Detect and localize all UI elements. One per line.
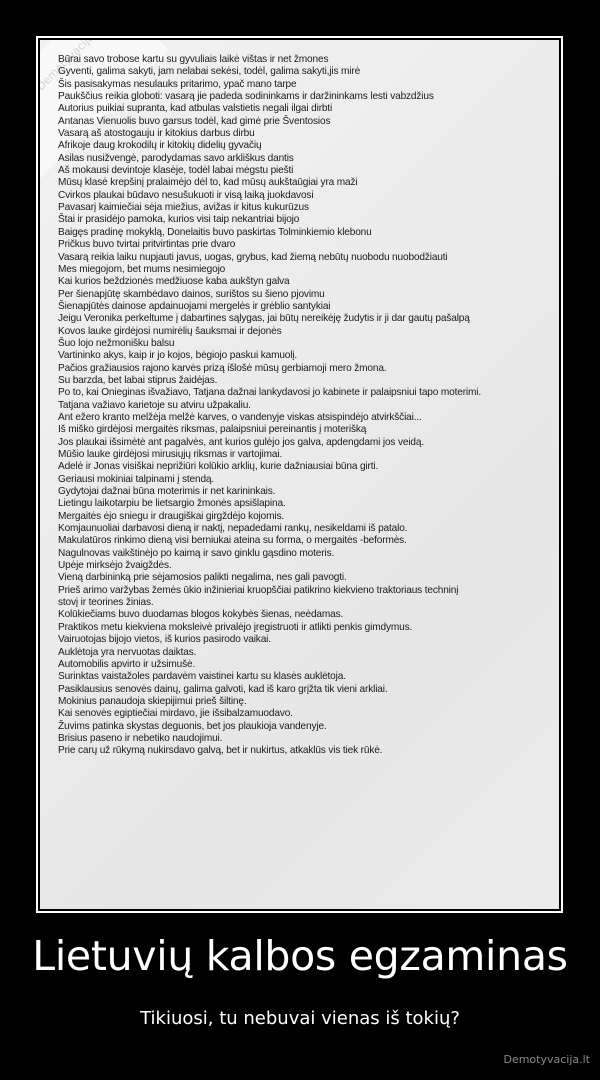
exam-line: Iš miško girdėjosi mergaitės riksmas, palaipsniui pereinantis į moterišką	[58, 424, 367, 436]
exam-line: Pasiklausius senovės dainų, galima galvoti, kad iš karo grįžta tik vieni arkliai.	[58, 683, 388, 695]
exam-line: Kai kurios beždzionės medžiuose kaba aukštyn galva	[58, 276, 290, 288]
exam-lines-list	[58, 54, 553, 758]
exam-line: Vasarą aš atostogauju ir kitokius darbus dirbu	[58, 128, 255, 140]
exam-line: Aš mokausi devintoje klasėje, todėl labai mėgstu piešti	[58, 165, 294, 177]
exam-line: Mergaitės ėjo sniegu ir draugiškai girgždėjo kojomis.	[58, 510, 285, 522]
exam-line: Autorius puikiai supranta, kad atbulas valstietis negali ilgai dirbti	[58, 103, 333, 115]
exam-line: Su barzda, bet labai stiprus žaidėjas.	[58, 374, 218, 386]
exam-line: stovį ir teorines žinias.	[58, 597, 154, 609]
exam-line: Kai senovės egiptiečiai mirdavo, jie išsibalzamuodavo.	[58, 708, 293, 720]
exam-line: Per šienapjūtę skambėdavo dainos, surištos su šieno pjovimu	[58, 288, 325, 300]
exam-line: Tatjana važiavo karietoje su atviru užpakaliu.	[58, 399, 251, 411]
exam-line: Upėje mirksėjo žvaigždės.	[58, 560, 172, 572]
exam-line: Vartininko akys, kaip ir jo kojos, bėgiojo paskui kamuolį.	[58, 350, 298, 362]
exam-line: Mūšio lauke girdėjosi mirusiųjų riksmas ir vartojimai.	[58, 449, 283, 460]
exam-line: Gyventi, galima sakyti, jam nelabai sekėsi, todėl, galima sakyti,jis mirė	[58, 66, 361, 78]
poster-subtitle: Tikiuosi, tu nebuvai vienas iš tokių?	[140, 1008, 460, 1029]
exam-line: Automobilis apvirto ir užsimušė.	[58, 658, 196, 670]
exam-line: Šuo lojo nežmonišku balsu	[58, 337, 175, 349]
exam-line: Vieną darbininką prie sėjamosios palikti negalima, nes gali pavogti.	[58, 572, 347, 584]
exam-line: Makulatūros rinkimo dieną visi berniukai ateina su forma, o mergaitės -beformės.	[58, 535, 407, 547]
exam-line: Cvirkos plaukai būdavo nesušukuoti ir visą laiką juokdavosi	[58, 189, 314, 201]
exam-line: Žuvims patinka skystas deguonis, bet jos plaukioja vandenyje.	[58, 720, 327, 732]
exam-line: Lietingu laikotarpiu be lietsargio žmonės apsišlapina.	[58, 498, 286, 510]
poster-title: Lietuvių kalbos egzaminas	[32, 932, 568, 980]
exam-line: Afrikoje daug krokodilų ir kitokių didelių gyvačių	[58, 140, 262, 152]
exam-line: Brisius paseno ir nebetiko naudojimui.	[58, 732, 223, 744]
exam-line: Gydytojai dažnai būna moterimis ir net karininkais.	[58, 486, 276, 498]
exam-line: Komjaunuoliai darbavosi dieną ir naktį, nepadedami rankų, nesikeldami iš patalo.	[58, 523, 408, 535]
exam-line: Jos plaukai išsimėtė ant pagalvės, ant kurios gulėjo jos galva, apdengdami jos veidą.	[58, 436, 424, 448]
exam-line: Mes miegojom, bet mums nesimiegojo	[58, 263, 226, 275]
exam-line: Po to, kai Onieginas išvažiavo, Tatjana dažnai lankydavosi jo kabinete ir palaipsniui tapo moterimi.	[58, 387, 482, 399]
exam-line: Baigęs pradinę mokyklą, Donelaitis buvo paskirtas Tolminkiemio klebonu	[58, 226, 372, 238]
exam-line: Paukščius reikia globoti: vasarą jie padeda sodininkams ir daržininkams lesti vabzdžius	[58, 91, 434, 103]
exam-line: Surinktas vaistažoles pardavėm vaistinei kartu su klasės auklėtoja.	[58, 671, 346, 683]
site-watermark: Demotyvacija.lt	[503, 1053, 590, 1066]
exam-line: Pričkus buvo tvirtai pritvirtintas prie dvaro	[58, 239, 236, 251]
exam-line: Geriausi mokiniai talpinami į stendą.	[58, 473, 215, 485]
exam-line: Šienapjūtės dainose apdainuojami mergelės ir grėblio santykiai	[58, 300, 331, 312]
exam-text-image	[40, 40, 559, 909]
exam-line: Pačios gražiausios rajono karvės prizą išlošė mūsų gerbiamoji mero žmona.	[58, 362, 387, 374]
exam-line: Antanas Vienuolis buvo garsus todėl, kad gimė prie Šventosios	[58, 115, 331, 127]
exam-line: Mūsų klasė krepšinį pralaimėjo dėl to, kad mūsų aukštaūgiai yra maži	[58, 177, 358, 189]
exam-line: Asilas nusižvengė, parodydamas savo arkliškus dantis	[58, 152, 294, 164]
exam-line: Štai ir prasidėjo pamoka, kurios visi taip nekantriai bijojo	[58, 214, 300, 226]
exam-line: Mokinius panaudoja skiepijimui prieš šiltinę.	[58, 695, 247, 707]
exam-line: Jeigu Veronika perkeltume į dabartines sąlygas, jai būtų nereikėję žudytis ir ji dar gautų pašalpą	[58, 313, 470, 325]
exam-line: Nagulnovas vaikštinėjo po kaimą ir savo ginklu gąsdino moteris.	[58, 547, 335, 559]
exam-line: Kovos lauke girdėjosi numirėlių šauksmai ir dejonės	[58, 325, 282, 337]
exam-line: Prie carų už rūkymą nukirsdavo galvą, bet ir nukirtus, atkaklūs vis tiek rūkė.	[58, 745, 383, 757]
exam-line: Vairuotojas bijojo vietos, iš kurios pasirodo vaikai.	[58, 634, 271, 646]
exam-line: Adelė ir Jonas visiškai neprižiūri kolūkio arklių, kurie dažniausiai būna girti.	[58, 461, 379, 473]
exam-line: Prieš arimo varžybas žemės ūkio inžinieriai kruopščiai patikrino kiekvieno traktoriaus techninį	[58, 584, 459, 596]
exam-line: Praktikos metu kiekviena moksleivė privalėjo įregistruoti ir atlikti penkis gimdymus.	[58, 621, 413, 633]
exam-line: Kolūkiečiams buvo duodamas blogos kokybės šienas, neėdamas.	[58, 609, 344, 621]
exam-line: Vasarą reikia laiku nupjauti javus, uogas, grybus, kad žiemą nebūtų nuobodu nuobodžiauti	[58, 251, 448, 263]
exam-line: Auklėtoja yra nervuotas daiktas.	[58, 646, 197, 658]
exam-line: Pavasarį kaimiečiai sėja miežius, avižas ir kitus kukurūzus	[58, 202, 309, 214]
exam-line: Būrai savo trobose kartu su gyvuliais laikė vištas ir net žmones	[58, 54, 329, 65]
poster-frame	[36, 36, 563, 913]
exam-line: Šis pasisakymas nesulauks pritarimo, ypač mano tarpe	[58, 78, 297, 90]
exam-line: Ant ežero kranto melžėja melžė karves, o vandenyje viskas atsispindėjo atvirkščiai...	[58, 411, 422, 423]
